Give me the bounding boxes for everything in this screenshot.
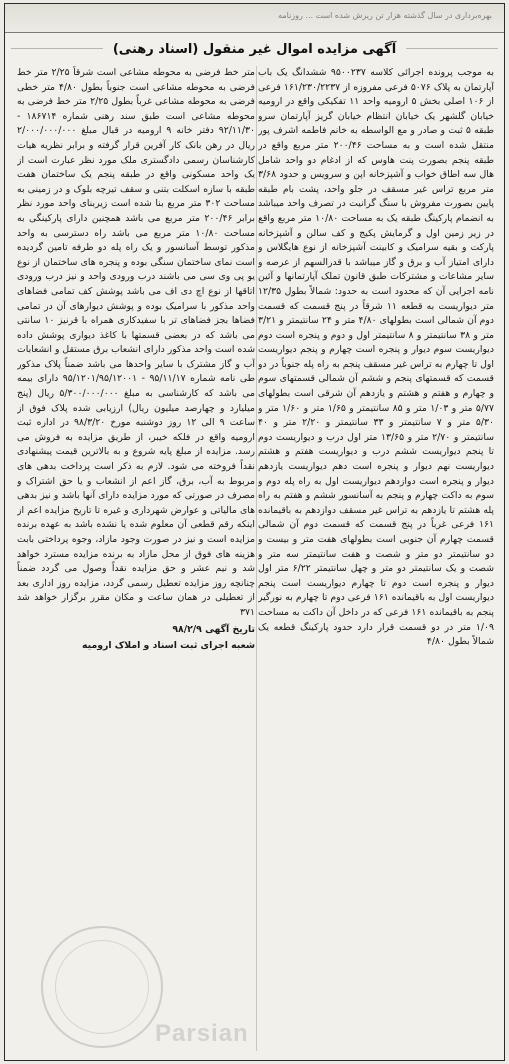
column-divider: [256, 66, 257, 1051]
faint-stamp: [28, 913, 176, 1061]
page-title: آگهی مزایده اموال غیر منقول (اسناد رهنی): [103, 39, 406, 61]
notice-date: تاریخ آگهی ۹۸/۲/۹: [172, 623, 255, 635]
faint-stamp-inner-ring: [45, 930, 159, 1044]
right-column-text: به موجب پرونده اجرائی کلاسه ۹۵۰۰۲۳۷ ششدانگ یک باب آپارتمان به پلاک ۵۰۷۶ فرعی مفروزه از ۱۶۱/۲۳۰/۲۲۳۷ فرعی از ۱۰۶ اصلی بخش ۵ ارومیه واحد ۱۱ تفکیکی واقع در ارومیه خیابان گلشهر یک خیابان انتظام خیابان گریز آپارتمان سرو طبقه ۵ ثبت و صادر و مع الواسطه به خانم فاطمه اشرف پور منتقل شده است و به مساحت ۲۰۰/۴۶ متر مربع واقع در طبقه پنجم بصورت پنت هاوس که از ادغام دو واحد شامل هال سه اطاق خواب و آشپزخانه اپن و سرویس و حدود ۳/۶۸ متر مربع تراس غیر مسقف در جلو واحد، پشت بام طبقه پایین بصورت مفروش با سنگ گرانیت در تصرف واحد میباشد به انضمام پارکینگ طبقه یک به مساحت ۱۰/۸۰ متر مربع واقع در زیر زمین اول و گرمایش پکیج و کف سالن و آشپزخانه پارکت و بقیه سرامیک و کابینت آشپزخانه از نوع هایگلاس و دارای امتیاز آب و برق و گاز میباشد با قدرالسهم از عرصه و سایر مشاعات و مشترکات طبق قانون تملک آپارتمانها و آئین نامه اجرایی آن که محدود است به حدود: شمالاً بطول ۱۲/۳۵ متر دیواریست به قطعه ۱۱ شرقاً در پنج قسمت که قسمت دوم آن شمالی است بطولهای ۴/۸۰ متر و ۲۴ سانتیمتر و ۳/۲۱ متر و ۳۸ سانتیمتر و ۸ سانتیمتر اول و دوم و پنجره است دوم دیواریست سوم دیوار و پنجره است چهارم و پنجم دیواریست اول تا چهارم به تراس غیر مسقف پنجم به راه پله جنوباً در دو قسمت که قسمتهای پنجم و ششم آن شمالی قسمتهای سوم و چهارم و هفتم و هشتم و یازدهم آن شرقی است بطولهای ۵/۷۷ متر و ۱/۰۳ متر و ۸۵ سانتیمتر و ۱/۶۵ متر و ۱/۶۰ متر و ۵/۳۰ متر و ۷ سانتیمتر و ۳۳ سانتیمتر و ۲/۲۰ متر و ۴۰ سانتیمتر و ۲/۷۰ متر و ۱۳/۶۵ متر اول درب و دیواریست دوم تا پنجم دیواریست ششم درب و دیواریست هفتم و هشتم دیواریست نهم دیوار و پنجره است دهم دیواریست یازدهم دیوار و پنجره است دوازدهم دیواریست اول به راه پله دوم و سوم به داکت چهارم و پنجم به آسانسور ششم و هفتم به راه پله هشتم تا یازدهم به تراس غیر مسقف دوازدهم به باقیمانده ۱۶۱ فرعی غرباً در پنج قسمت که قسمت دوم آن شمالی قسمت چهارم آن جنوبی است بطولهای هفت متر و بیست و دو سانتیمتر دو متر و شصت و هفت سانتیمتر سه متر و شصت و یک سانتیمتر دو متر و چهل سانتیمتر ۶/۲۲ متر اول دیوار و پنجره است دوم تا چهارم دیواریست است پنجم دیواریست اول به باقیمانده ۱۶۱ فرعی دوم تا چهارم به نورگیر پنجم به باقیمانده ۱۶۱ فرعی که در داخل آن داکت به مساحت ۱/۰۹ متر در دو قسمت قرار دارد حدود پارکینگ قطعه یک شمالاً بطول ۴/۸۰: [258, 67, 494, 648]
newspaper-clipping: [4, 3, 505, 1061]
clipped-header-strip: [5, 4, 504, 33]
title-bar: [5, 38, 504, 60]
watermark: Parsian: [155, 1020, 249, 1047]
right-column: [258, 66, 494, 1051]
issuing-office: شعبه اجرای ثبت اسناد و املاک ارومیه: [82, 640, 255, 652]
left-column-text: متر خط فرضی به محوطه مشاعی است شرقاً ۲/۲۵ متر خط فرضی به محوطه مشاعی است جنوباً بطول ۴/۸۰ متر خطی فرضی به محوطه مشاعی غرباً بطول ۲/۲۵ متر خط فرضی به محوطه مشاعی است طبق سند رهنی شماره ۱۸۶۷۱۴ - ۹۲/۱۱/۳۰ دفتر خانه ۹ ارومیه در قبال مبلغ ۲/۰۰۰/۰۰۰/۰۰۰ ریال در رهن بانک کار آفرین قرار گرفته و برابر نظریه هیات کارشناسان رسمی دادگستری ملک مورد نظر عبارت است از یک واحد مسکونی واقع در طبقه پنجم یک ساختمان هفت طبقه با سازه اسکلت بتنی و سقف تیرچه بلوک و در زمینی به مساحت ۳۰۲ متر مربع بنا شده است زیربنای واحد مورد نظر برابر ۲۰۰/۴۶ متر مربع می باشد همچنین دارای پارکینگی به مساحت ۱۰/۸۰ متر مربع می باشد راه دسترسی به واحد مذکور توسط آسانسور و یک راه پله دو طرفه تامین گردیده است نمای ساختمان سنگی بوده و پنجره های ساختمان از نوع یو پی وی سی می باشند درب ورودی واحد و نیز درب ورودی اتاقها از نوع اچ دی اف می باشد پوشش کف تمامی فضاهای واحد مذکور با سرامیک بوده و پوشش دیوارهای آن در تمامی فضاها بجز فضاهای تر با سفیدکاری همراه با قرنیز ۱۰ سانتی می باشد که در بعضی قسمتها با کاغذ دیواری پوشش داده شده است واحد مذکور دارای انشعاب برق مستقل و انشعابات آب و گاز مشترک با سایر واحدها می باشد ضمناً پلاک مذکور طی نامه شماره ۹۵/۱۱/۱۷ - ۹۵/۱۲۰۱/۹۵/۱۲۰۰۱ دارای بیمه می باشد که کارشناسی به مبلغ ۵/۳۰۰/۰۰۰/۰۰۰ ریال (پنج میلیارد و چهارصد میلیون ریال) ارزیابی شده پلاک فوق از ساعت ۹ الی ۱۲ روز دوشنبه مورخ ۹۸/۳/۲۰ در اداره ثبت ارومیه واقع در فلکه خیبر، از طریق مزایده به فروش می رسد. مزایده از مبلغ پایه شروع و به بالاترین قیمت پیشنهادی نقداً فروخته می شود. لازم به ذکر است پرداخت بدهی های مربوط به آب، برق، گاز اعم از انشعاب و یا حق اشتراک و مصرف در صورتی که مورد مزایده دارای آنها باشد و نیز بدهی های مالیاتی و عوارض شهرداری و غیره تا تاریخ مزایده اعم از اینکه رقم قطعی آن معلوم شده یا نشده باشد به عهده برنده مزایده است و نیز در صورت وجود مازاد، وجوه پرداختی بابت هزینه های فوق از محل مازاد به برنده مزایده مسترد خواهد شد و نیم عشر و حق مزایده نقداً وصول می گردد ضمناً چنانچه روز مزایده تعطیل رسمی گردد، مزایده روز اداری بعد از تعطیلی در همان ساعت و مکان مقرر برگزار خواهد شد ۳۷۱: [17, 67, 255, 618]
header-strip-text: بهره‌برداری در سال گذشته هزار تن ریزش شده است ... روزنامه: [278, 11, 492, 20]
left-column: [17, 66, 255, 772]
